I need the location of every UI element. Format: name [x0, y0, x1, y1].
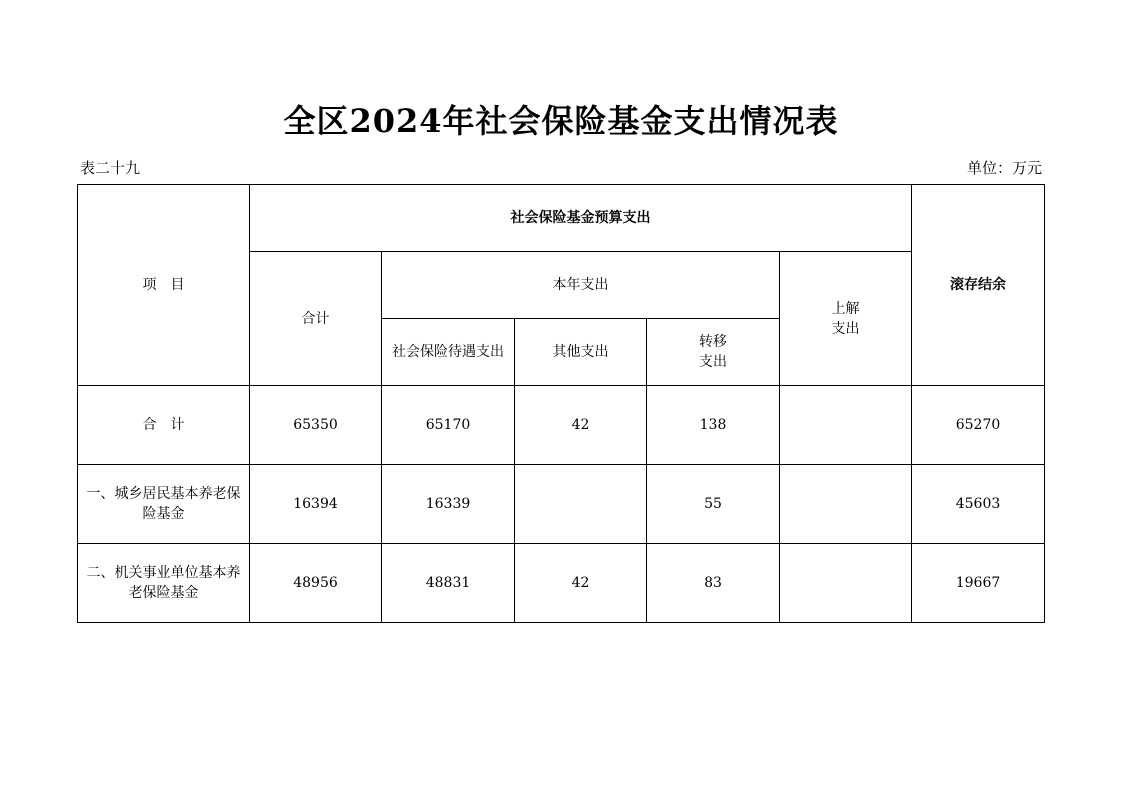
unit-label: 单位：万元: [966, 159, 1042, 177]
row-label: 一、城乡居民基本养老保险基金: [78, 465, 250, 544]
cell-balance: 65270: [912, 386, 1045, 465]
cell-balance: 19667: [912, 544, 1045, 623]
header-benefit-expenditure: 社会保险待遇支出: [382, 319, 515, 386]
cell-remit: [780, 386, 912, 465]
cell-transfer: 55: [647, 465, 780, 544]
cell-transfer: 138: [647, 386, 780, 465]
cell-transfer: 83: [647, 544, 780, 623]
header-total: 合计: [250, 252, 382, 386]
cell-total: 16394: [250, 465, 382, 544]
cell-remit: [780, 544, 912, 623]
cell-remit: [780, 465, 912, 544]
header-current-year: 本年支出: [382, 252, 780, 319]
header-row-1: [78, 185, 1045, 252]
header-rolling-balance: 滚存结余: [912, 185, 1045, 386]
header-transfer-expenditure: 转移 支出: [647, 319, 780, 386]
cell-benefit: 48831: [382, 544, 515, 623]
header-other-expenditure: 其他支出: [515, 319, 647, 386]
row-label: 合 计: [78, 386, 250, 465]
table-row: [78, 544, 1045, 623]
cell-total: 48956: [250, 544, 382, 623]
cell-benefit: 16339: [382, 465, 515, 544]
header-remit-expenditure: 上解 支出: [780, 252, 912, 386]
fund-expenditure-table: [77, 184, 1045, 623]
cell-total: 65350: [250, 386, 382, 465]
cell-other: [515, 465, 647, 544]
cell-benefit: 65170: [382, 386, 515, 465]
table-row: [78, 386, 1045, 465]
table-number: 表二十九: [80, 159, 141, 177]
header-budget-expenditure: 社会保险基金预算支出: [250, 185, 912, 252]
table-row: [78, 465, 1045, 544]
header-item: 项 目: [78, 185, 250, 386]
page-title: 全区2024年社会保险基金支出情况表: [283, 102, 839, 140]
cell-balance: 45603: [912, 465, 1045, 544]
row-label: 二、机关事业单位基本养老保险基金: [78, 544, 250, 623]
cell-other: 42: [515, 386, 647, 465]
cell-other: 42: [515, 544, 647, 623]
